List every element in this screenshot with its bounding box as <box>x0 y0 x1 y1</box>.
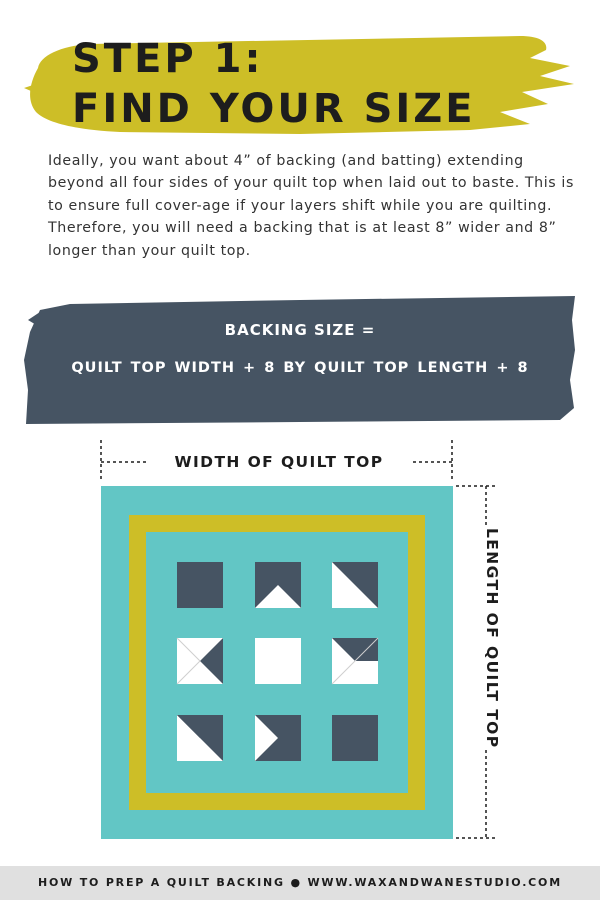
footer-bar <box>0 866 600 900</box>
intro-paragraph: Ideally, you want about 4” of backing (and batting) extending beyond all four sides of your quilt top when laid out to baste. This is to ensure full cover-age if your layers shift while you are quilting. Therefore, you will need a backing that is at least 8” wider and 8” longer than your quilt top. <box>48 153 574 259</box>
block-half-triangle-bottom-left <box>177 715 223 761</box>
block-flying-geese-right <box>255 715 301 761</box>
block-half-triangle-diagonal <box>332 562 378 608</box>
block-half-triangle-top-right <box>332 638 378 684</box>
length-of-quilt-top-label: LENGTH OF QUILT TOP <box>480 528 504 749</box>
title-line-1: STEP 1: <box>72 36 264 82</box>
block-solid-white <box>255 638 301 684</box>
block-solid-dark <box>177 562 223 608</box>
width-of-quilt-top-label: WIDTH OF QUILT TOP <box>148 450 410 474</box>
block-solid-dark-2 <box>332 715 378 761</box>
block-half-triangle-bottom <box>255 562 301 608</box>
block-split-hourglass-left <box>177 638 223 684</box>
formula-line-1: BACKING SIZE = <box>224 321 376 339</box>
title-line-2: FIND YOUR SIZE <box>72 86 476 132</box>
footer-text: HOW TO PREP A QUILT BACKING ● WWW.WAXANDWANESTUDIO.COM <box>38 876 562 889</box>
formula-line-2: QUILT TOP WIDTH + 8 BY QUILT TOP LENGTH + 8 <box>71 360 529 376</box>
